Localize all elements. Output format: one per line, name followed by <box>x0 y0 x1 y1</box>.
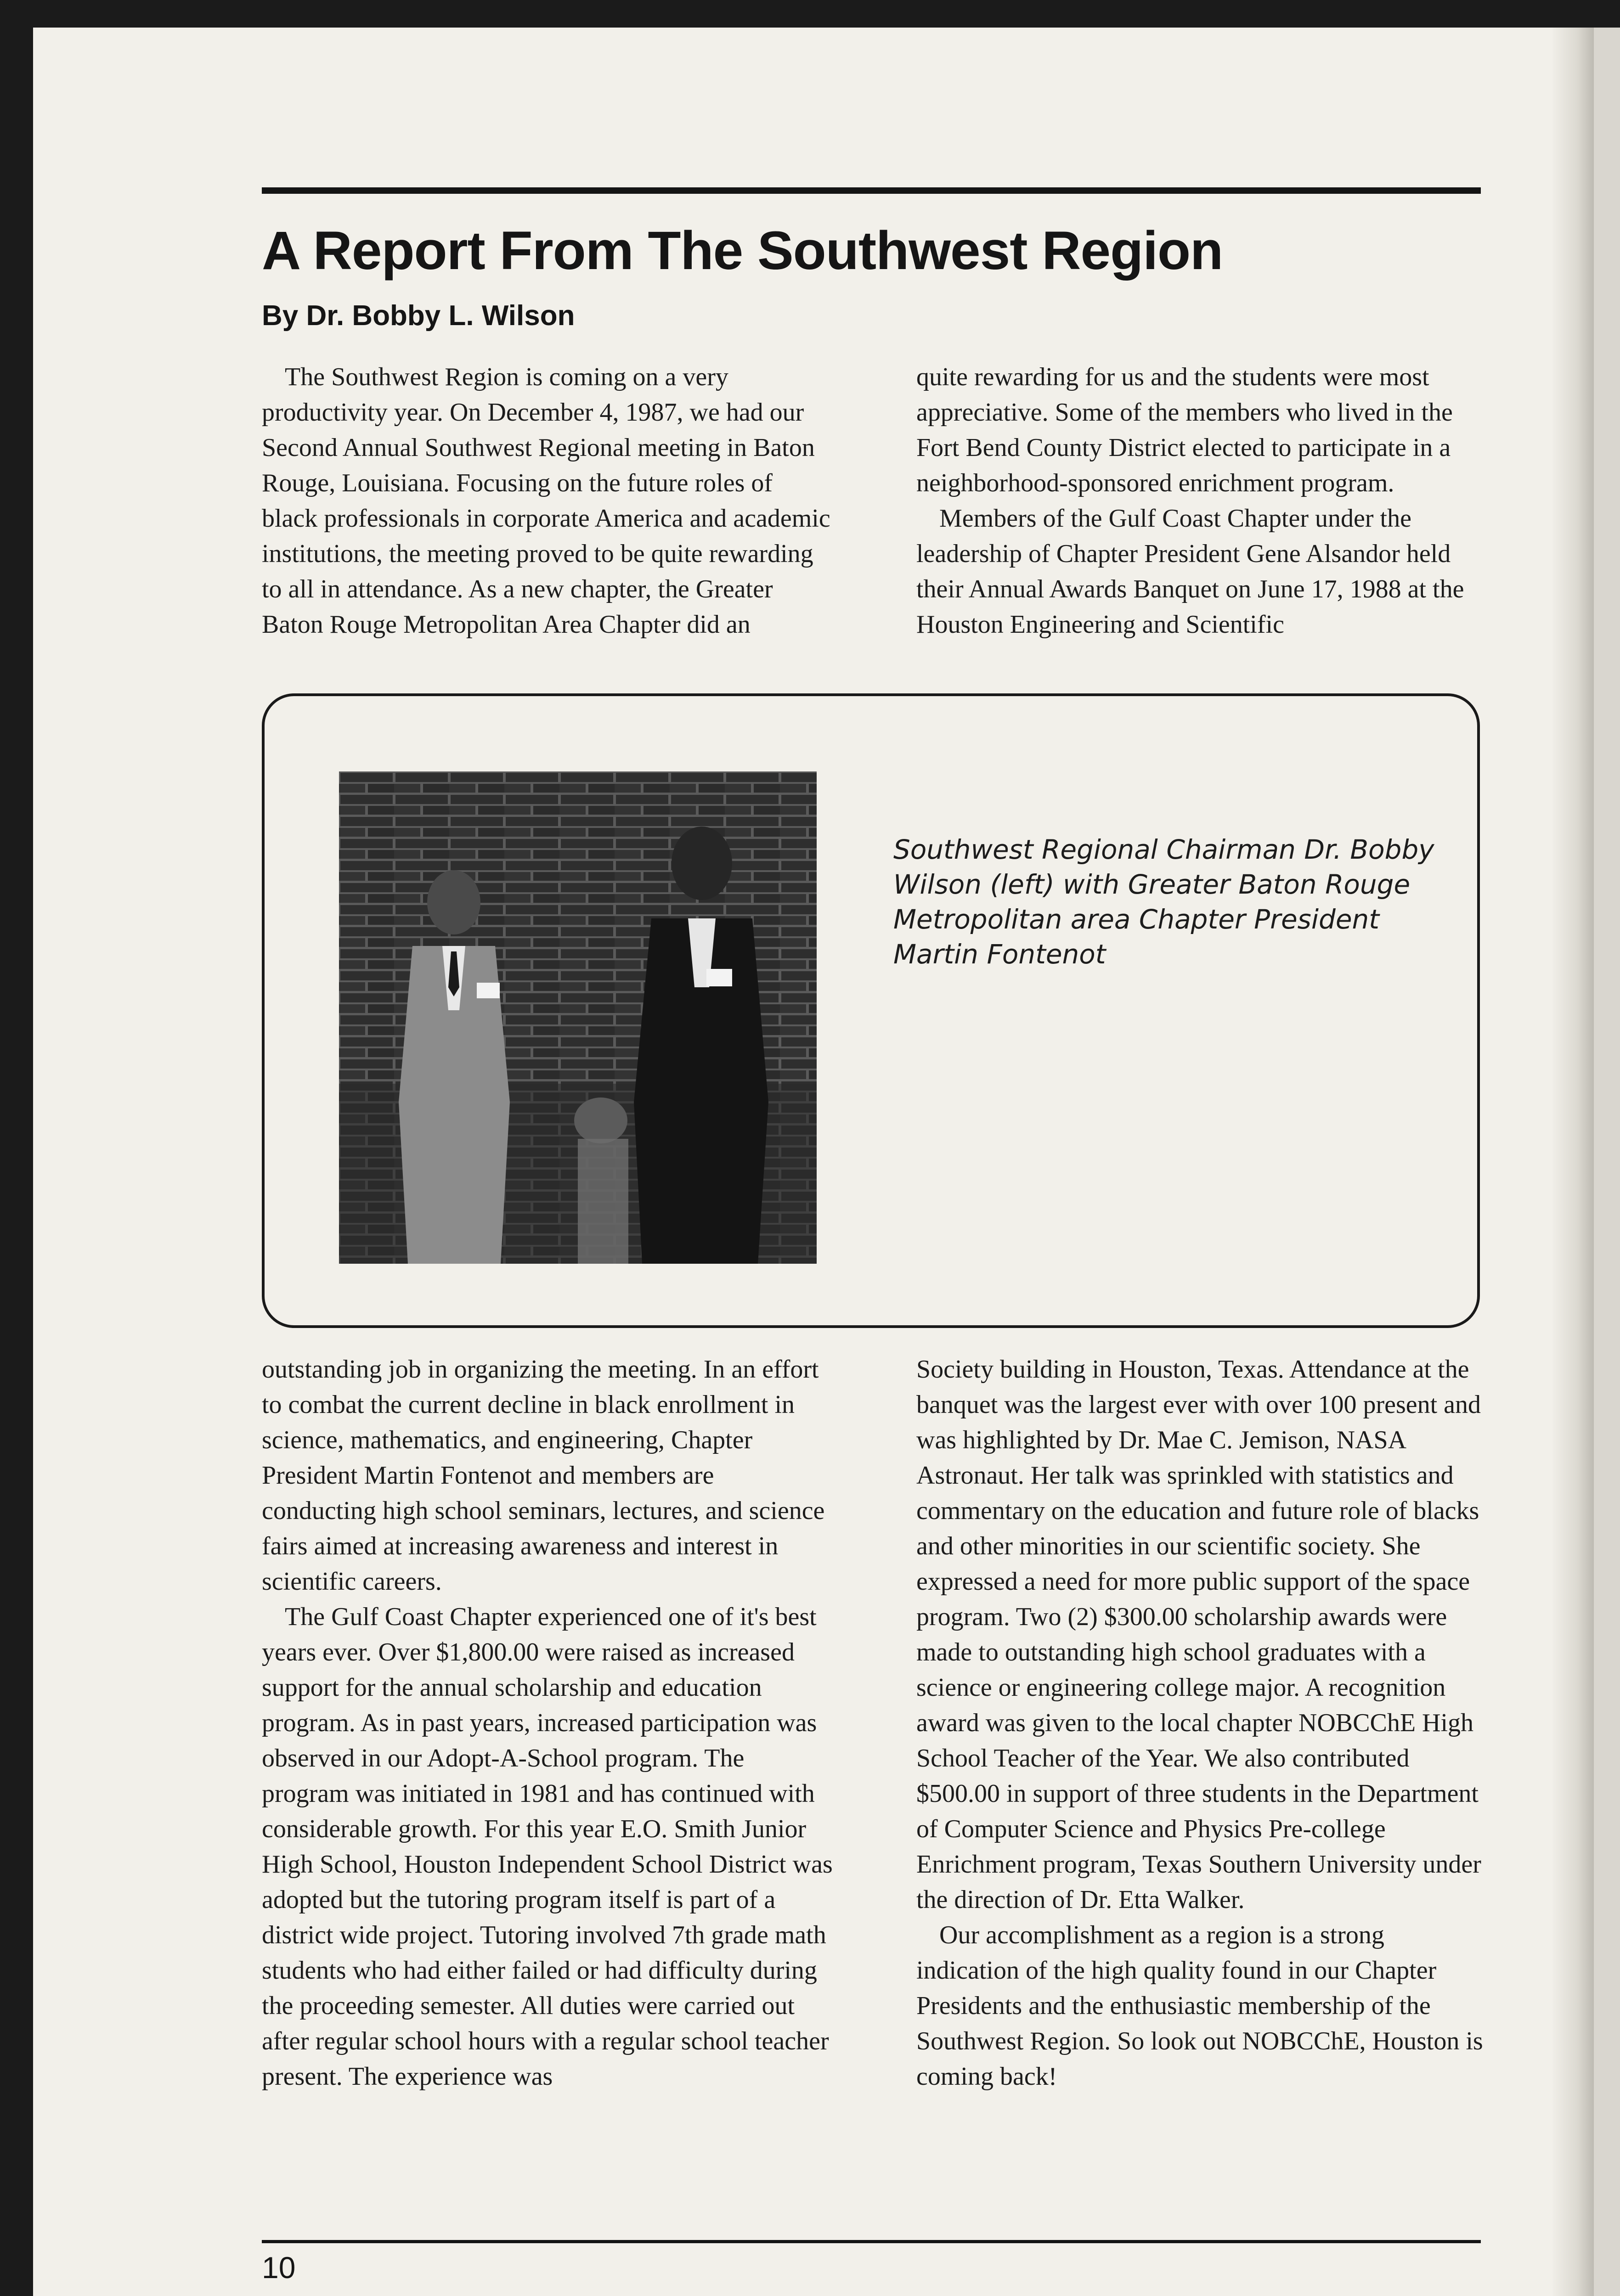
binding-shadow <box>1552 28 1594 2296</box>
text-column-4 <box>916 1352 1488 2094</box>
adjacent-page-edge <box>1594 28 1620 2296</box>
article-byline: By Dr. Bobby L. Wilson <box>262 300 575 332</box>
paragraph: outstanding job in organizing the meeting. In an effort to combat the current decline in black enrollment in science, mathematics, and engineering, Chapter President Martin Fontenot and members are conducting high school seminars, lectures, and science fairs aimed at increasing awareness and interest in scientific careers. <box>262 1355 825 1596</box>
top-rule <box>262 187 1481 194</box>
text-column-2 <box>916 360 1488 642</box>
paragraph: The Southwest Region is coming on a very productivity year. On December 4, 1987, we had our Second Annual Southwest Regional meeting in Baton Rouge, Louisiana. Focusing on the future roles of black professionals in corporate America and academic institutions, the meeting proved to be quite rewarding to all in attendance. As a new chapter, the Greater Baton Rouge Metropolitan Area Chapter did an <box>262 363 830 639</box>
paragraph: Members of the Gulf Coast Chapter under the leadership of Chapter President Gene Alsandor held their Annual Awards Banquet on June 17, 1988 at the Houston Engineering and Scientific <box>916 504 1464 639</box>
paragraph: quite rewarding for us and the students were most appreciative. Some of the members who lived in the Fort Bend County District elected to participate in a neighborhood-sponsored enrichment program. <box>916 363 1453 497</box>
bottom-rule <box>262 2240 1481 2243</box>
photograph <box>339 771 817 1264</box>
text-column-3 <box>262 1352 834 2094</box>
article-title: A Report From The Southwest Region <box>262 220 1223 281</box>
photo-caption: Southwest Regional Chairman Dr. Bobby Wilson (left) with Greater Baton Rouge Metropolitan area Chapter President Martin Fontenot <box>893 834 1434 970</box>
text-column-1 <box>262 360 834 642</box>
paragraph: The Gulf Coast Chapter experienced one of it's best years ever. Over $1,800.00 were raised as increased support for the annual scholarship and education program. As in past years, increased participation was observed in our Adopt-A-School program. The program was initiated in 1981 and has continued with considerable growth. For this year E.O. Smith Junior High School, Houston Independent School District was adopted but the tutoring program itself is part of a district wide project. Tutoring involved 7th grade math students who had either failed or had difficulty during the proceeding semester. All duties were carried out after regular school hours with a regular school teacher present. The experience was <box>262 1603 833 2091</box>
page-number: 10 <box>262 2251 296 2285</box>
paragraph: Society building in Houston, Texas. Attendance at the banquet was the largest ever with over 100 present and was highlighted by Dr. Mae C. Jemison, NASA Astronaut. Her talk was sprinkled with statistics and commentary on the education and future role of blacks and other minorities in our scientific society. She expressed a need for more public support of the space program. Two (2) $300.00 scholarship awards were made to outstanding high school graduates with a science or engineering college major. A recognition award was given to the local chapter NOBCChE High School Teacher of the Year. We also contributed $500.00 in support of three students in the Department of Computer Science and Physics Pre-college Enrichment program, Texas Southern University under the direction of Dr. Etta Walker. <box>916 1355 1481 1914</box>
paragraph: Our accomplishment as a region is a strong indication of the high quality found in our Chapter Presidents and the enthusiastic membership of the Southwest Region. So look out NOBCChE, Houston is coming back! <box>916 1921 1483 2091</box>
photo-illustration <box>339 771 817 1264</box>
